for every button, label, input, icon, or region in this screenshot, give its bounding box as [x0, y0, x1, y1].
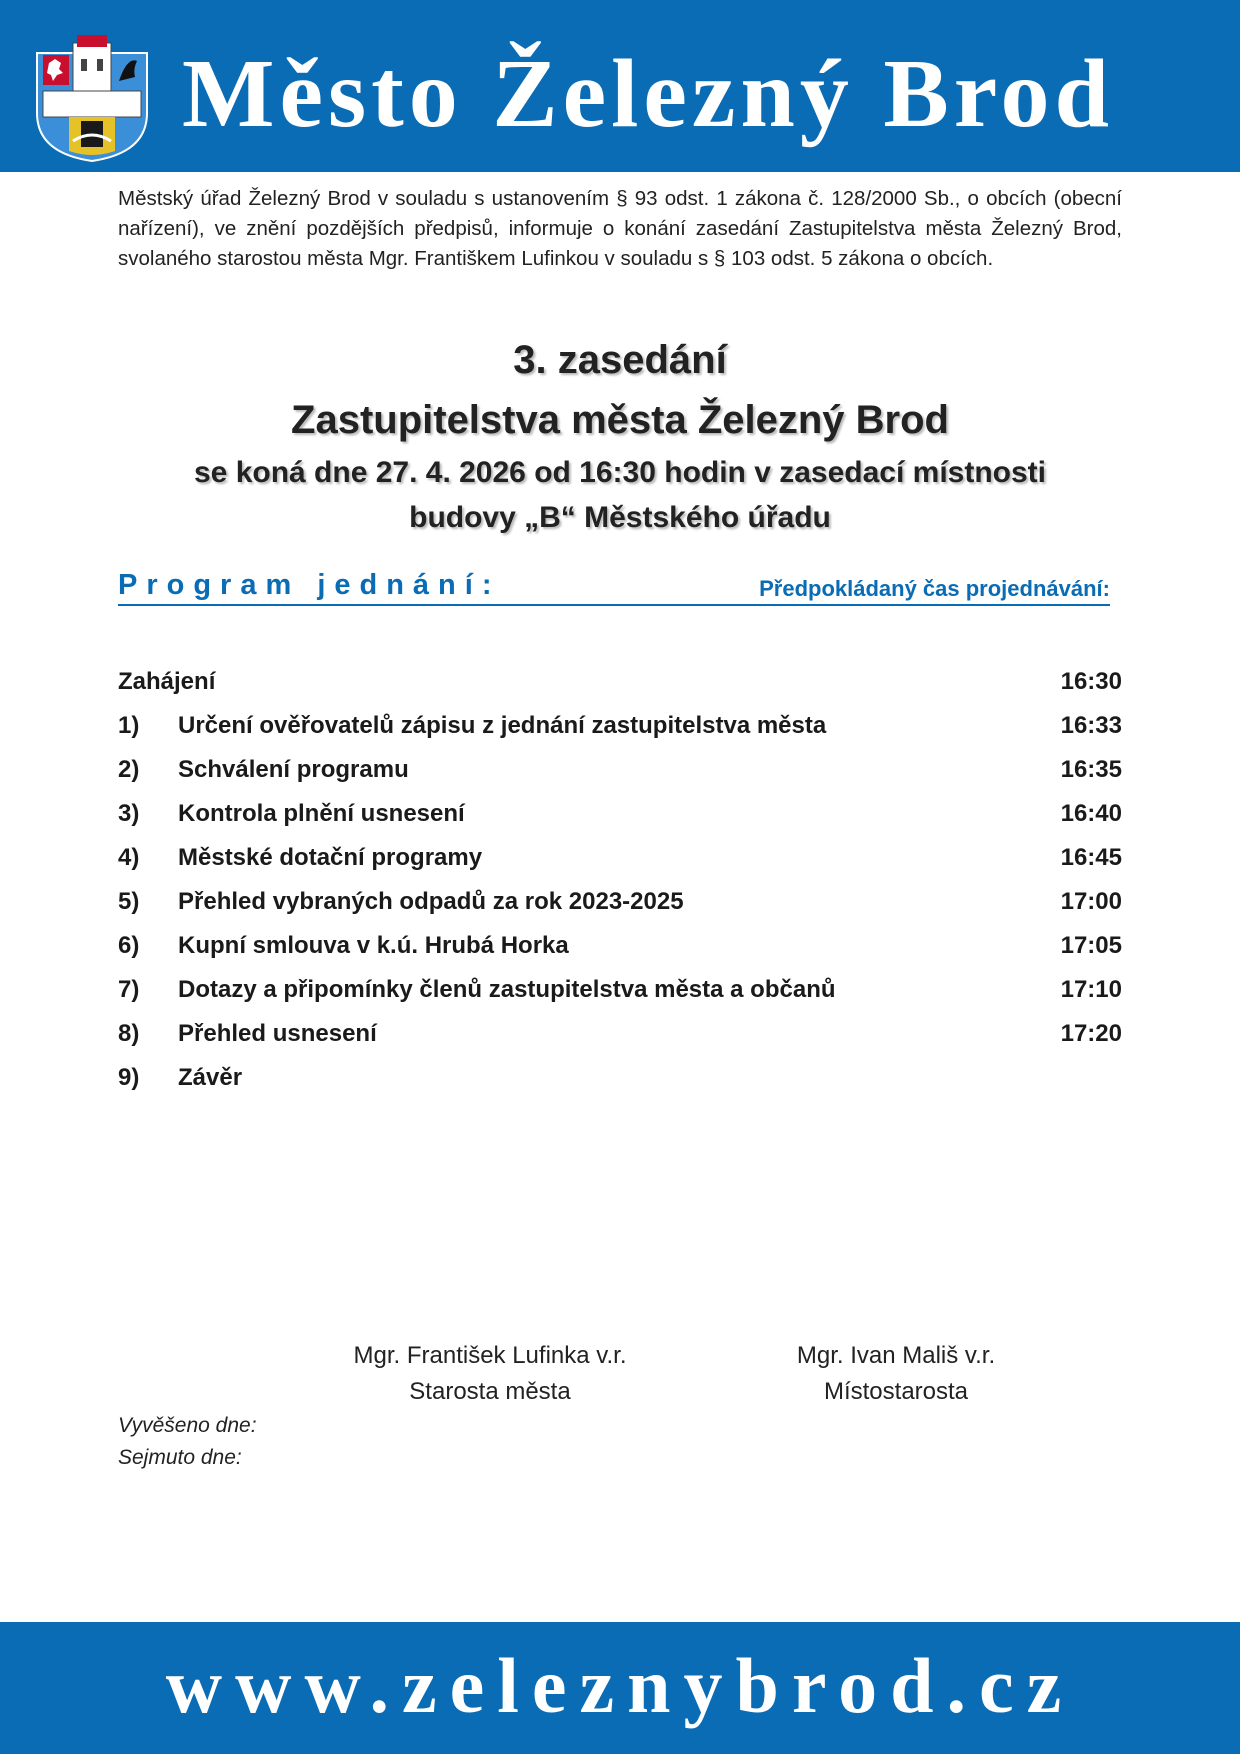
agenda-item: [118, 704, 1122, 748]
session-date-place: se koná dne 27. 4. 2026 od 16:30 hodin v zasedací místnosti: [194, 456, 1046, 489]
agenda-item-number: 5): [118, 888, 140, 915]
agenda-list: [118, 660, 1122, 1100]
agenda-item-time: 17:10: [1060, 976, 1122, 1003]
agenda-item: [118, 836, 1122, 880]
posted-label: Vyvěšeno dne:: [118, 1414, 257, 1437]
agenda-item: [118, 880, 1122, 924]
agenda-item-time: 16:33: [1060, 712, 1122, 739]
signature-mayor: [310, 1338, 670, 1410]
agenda-item: [118, 748, 1122, 792]
agenda-item-number: 7): [118, 976, 140, 1003]
agenda-item-text: Městské dotační programy: [178, 844, 483, 871]
posting-info: [118, 1410, 257, 1474]
agenda-item-text: Kupní smlouva v k.ú. Hrubá Horka: [178, 932, 569, 959]
signature-name: Mgr. Ivan Mališ v.r.: [796, 1342, 996, 1369]
city-coat-of-arms-icon: [33, 33, 151, 163]
signature-role: Starosta města: [409, 1378, 571, 1405]
agenda-item-number: 9): [118, 1064, 140, 1091]
footer-banner: [0, 1622, 1240, 1754]
agenda-item: [118, 1056, 1122, 1100]
signature-deputy-mayor: [716, 1338, 1076, 1410]
agenda-item-text: Přehled usnesení: [178, 1020, 377, 1047]
agenda-item-time: 16:40: [1060, 800, 1122, 827]
signature-name: Mgr. František Lufinka v.r.: [353, 1342, 627, 1369]
agenda-item-text: Závěr: [178, 1064, 243, 1091]
agenda-item: [118, 1012, 1122, 1056]
agenda-item-time: 16:35: [1060, 756, 1122, 783]
time-heading: Předpokládaný čas projednávání:: [759, 576, 1110, 601]
agenda-item-number: 8): [118, 1020, 140, 1047]
agenda-item-number: 3): [118, 800, 140, 827]
program-title: Program jednání:: [118, 569, 501, 601]
removed-label: Sejmuto dne:: [118, 1446, 242, 1469]
session-number: 3. zasedání: [513, 338, 727, 382]
agenda-item-text: Přehled vybraných odpadů za rok 2023-2025: [178, 888, 684, 915]
agenda-item-time: 17:05: [1060, 932, 1122, 959]
website-url: www.zeleznybrod.cz: [165, 1642, 1075, 1729]
agenda-item-time: 17:20: [1060, 1020, 1122, 1047]
agenda-item-time: 16:30: [1060, 668, 1122, 695]
agenda-item: [118, 968, 1122, 1012]
session-building: budovy „B“ Městského úřadu: [409, 501, 831, 534]
agenda-item-time: 16:45: [1060, 844, 1122, 871]
agenda-item-text: Určení ověřovatelů zápisu z jednání zastupitelstva města: [178, 712, 827, 739]
agenda-item-number: 4): [118, 844, 140, 871]
agenda-item-number: 1): [118, 712, 140, 739]
agenda-item-time: 17:00: [1060, 888, 1122, 915]
agenda-item-text: Kontrola plnění usnesení: [178, 800, 465, 827]
session-body: Zastupitelstva města Železný Brod: [291, 398, 949, 442]
agenda-item-text: Dotazy a připomínky členů zastupitelstva města a občanů: [178, 976, 836, 1003]
agenda-item-text: Zahájení: [118, 668, 216, 695]
agenda-item: [118, 924, 1122, 968]
signature-role: Místostarosta: [823, 1378, 969, 1405]
agenda-item: [118, 660, 1122, 704]
agenda-item-number: 2): [118, 756, 140, 783]
agenda-item-text: Schválení programu: [178, 756, 409, 783]
intro-paragraph: Městský úřad Železný Brod v souladu s ustanovením § 93 odst. 1 zákona č. 128/2000 Sb., o obcích (obecní nařízení), ve znění pozdějších předpisů, informuje o konání zasedání Zastupitelstva města Železný Brod, svolaného starostou města Mgr. Františkem Lufinkou v souladu s § 103 odst. 5 zákona o obcích.: [118, 187, 1122, 270]
program-heading: [118, 570, 1110, 606]
agenda-item-number: 6): [118, 932, 140, 959]
agenda-item: [118, 792, 1122, 836]
city-title: Město Železný Brod: [182, 40, 1114, 148]
header-banner: [0, 0, 1240, 172]
